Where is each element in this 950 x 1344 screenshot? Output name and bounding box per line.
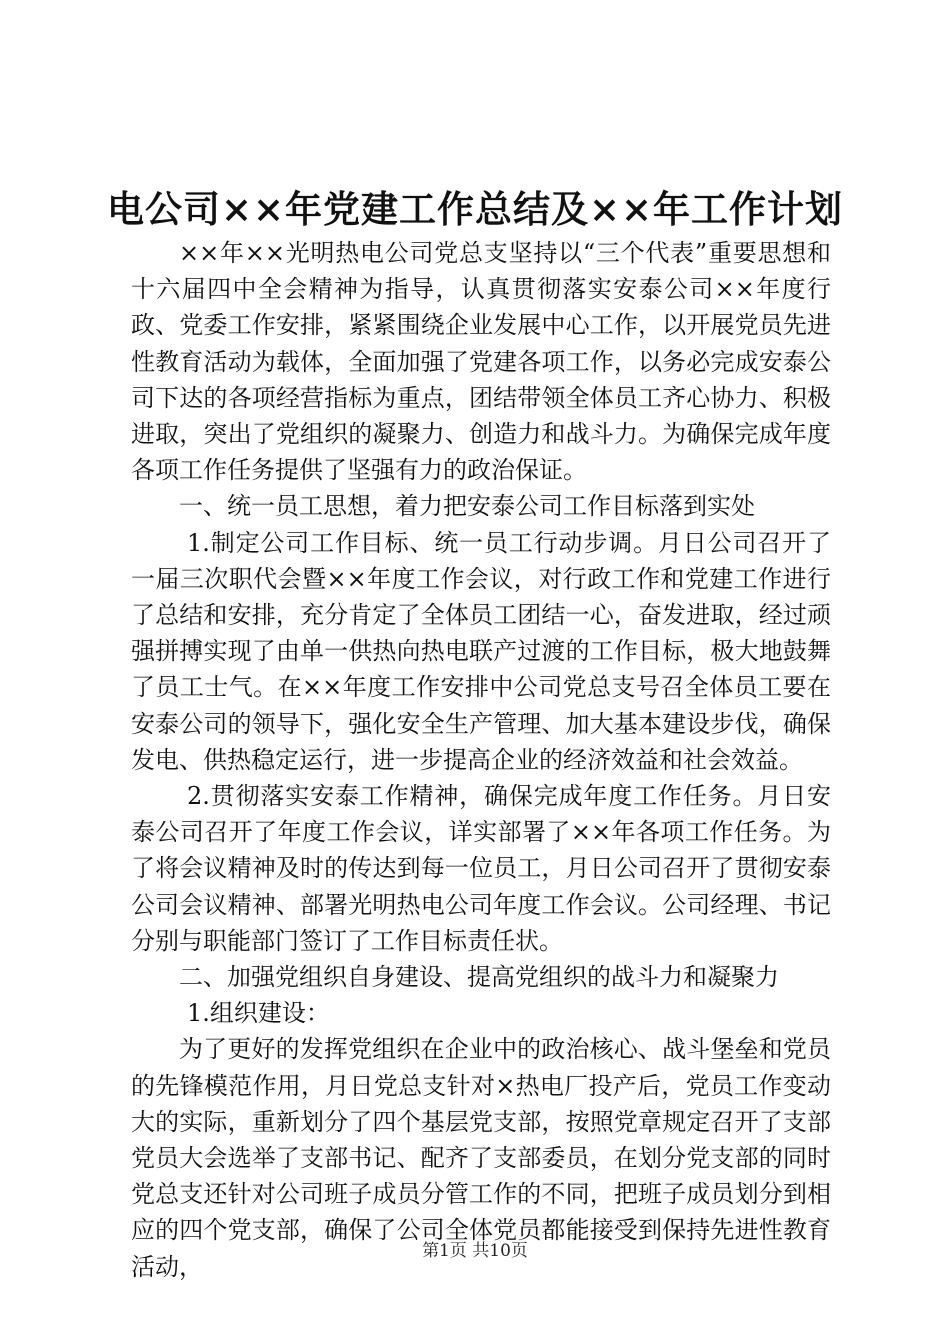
- subsection-heading-2-1: 1.组织建设：: [187, 999, 330, 1028]
- section-heading-1: 一、统一员工思想，着力把安泰公司工作目标落到实处: [179, 492, 755, 521]
- subsection-paragraph-1-2: 2.贯彻落实安泰工作精神，确保完成年度工作任务。月日安泰公司召开了年度工作会议，详实部署了××年各项工作任务。为了将会议精神及时的传达到每一位员工，月日公司召开了贯彻安泰公司会议精神、部署光明热电公司年度工作会议。公司经理、书记分别与职能部门签订了工作目标责任状。: [131, 782, 831, 955]
- subsection-paragraph-1-1: 1.制定公司工作目标、统一员工行动步调。月日公司召开了一届三次职代会暨××年度工作会议，对行政工作和党建工作进行了总结和安排，充分肯定了全体员工团结一心，奋发进取，经过顽强拼搏实现了由单一供热向热电联产过渡的工作目标，极大地鼓舞了员工士气。在××年度工作安排中公司党总支号召全体员工要在安泰公司的领导下，强化安全生产管理、加大基本建设步伐，确保发电、供热稳定运行，进一步提高企业的经济效益和社会效益。: [131, 528, 831, 774]
- page-footer: 第1页 共10页: [422, 1241, 528, 1261]
- intro-paragraph: ××年××光明热电公司党总支坚持以“三个代表”重要思想和十六届四中全会精神为指导，认真贯彻落实安泰公司××年度行政、党委工作安排，紧紧围绕企业发展中心工作，以开展党员先进性教育活动为载体，全面加强了党建各项工作，以务必完成安泰公司下达的各项经营指标为重点，团结带领全体员工齐心协力、积极进取，突出了党组织的凝聚力、创造力和战斗力。为确保完成年度各项工作任务提供了坚强有力的政治保证。: [131, 239, 831, 485]
- document-body: [131, 235, 831, 1285]
- body-paragraph-2-1: 为了更好的发挥党组织在企业中的政治核心、战斗堡垒和党员的先锋模范作用，月日党总支针对×热电厂投产后，党员工作变动大的实际，重新划分了四个基层党支部，按照党章规定召开了支部党员大会选举了支部书记、配齐了支部委员，在划分党支部的同时党总支还针对公司班子成员分管工作的不同，把班子成员划分到相应的四个党支部，确保了公司全体党员都能接受到保持先进性教育活动，: [131, 1035, 831, 1281]
- document-title: 电公司××年党建工作总结及××年工作计划: [106, 187, 843, 231]
- section-heading-2: 二、加强党组织自身建设、提高党组织的战斗力和凝聚力: [179, 963, 779, 992]
